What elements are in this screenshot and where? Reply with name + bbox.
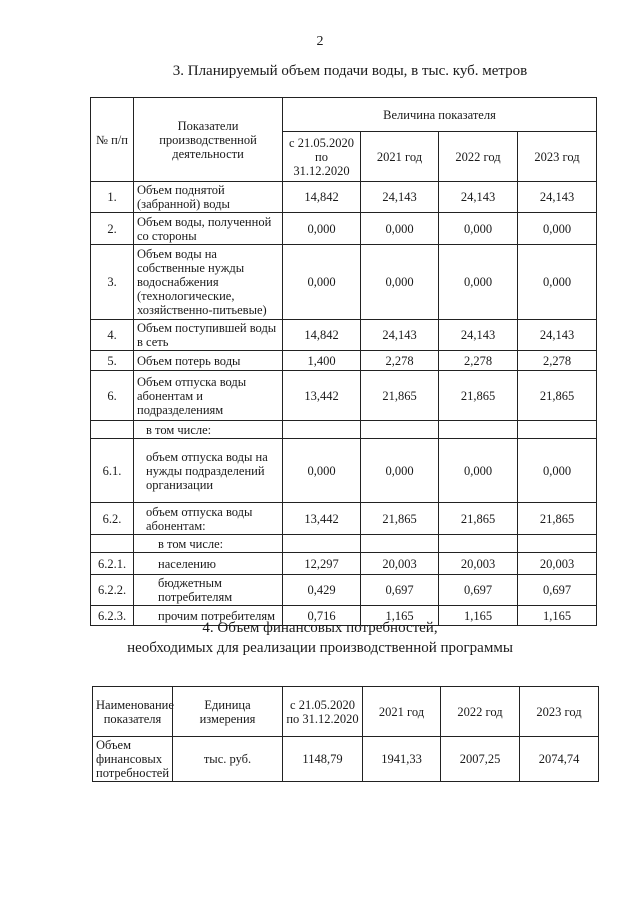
table-row <box>93 737 599 782</box>
section4-title <box>0 618 640 658</box>
row-value: 1,400 <box>283 351 361 371</box>
table-row <box>91 245 597 320</box>
row-value: 24,143 <box>361 182 439 213</box>
row-num: 2. <box>91 213 134 245</box>
row-value: 0,697 <box>518 575 597 606</box>
row-value: 21,865 <box>518 503 597 535</box>
row-value: 13,442 <box>283 371 361 421</box>
header-magnitude: Величина показателя <box>283 98 597 132</box>
row-value: 1148,79 <box>283 737 363 782</box>
row-name: объем отпуска воды абонентам: <box>134 503 283 535</box>
row-name: Объем финансовых потребностей <box>93 737 173 782</box>
row-name: Объем отпуска воды абонентам и подразделениям <box>134 371 283 421</box>
row-value: 0,000 <box>439 213 518 245</box>
row-num: 6.2. <box>91 503 134 535</box>
row-value: 0,000 <box>439 439 518 503</box>
row-value: 20,003 <box>361 553 439 575</box>
header-period: 2021 год <box>363 687 441 737</box>
header-period: 2022 год <box>439 132 518 182</box>
row-num: 6.1. <box>91 439 134 503</box>
row-value: 24,143 <box>439 320 518 351</box>
row-num <box>91 535 134 553</box>
header-num: № п/п <box>91 98 134 182</box>
row-value: 0,697 <box>361 575 439 606</box>
water-supply-table <box>90 97 597 626</box>
row-value <box>439 535 518 553</box>
row-value: 2,278 <box>518 351 597 371</box>
row-value: 24,143 <box>518 320 597 351</box>
row-value: 0,000 <box>283 213 361 245</box>
page-number: 2 <box>316 34 324 49</box>
table-row <box>91 535 597 553</box>
row-value: 24,143 <box>518 182 597 213</box>
row-value: 21,865 <box>518 371 597 421</box>
row-name: прочим потребителям <box>134 606 283 626</box>
row-num: 6.2.3. <box>91 606 134 626</box>
header-period: с 21.05.2020 по 31.12.2020 <box>283 687 363 737</box>
row-value <box>361 421 439 439</box>
row-name: Объем воды на собственные нужды водоснабжения (технологические, хозяйственно-питьевые) <box>134 245 283 320</box>
section4-title-line1: 4. Объем финансовых потребностей, <box>202 620 438 636</box>
row-name: Объем воды, полученной со стороны <box>134 213 283 245</box>
table-row <box>91 351 597 371</box>
table-row <box>91 503 597 535</box>
table-row <box>91 182 597 213</box>
row-value: 0,000 <box>439 245 518 320</box>
row-value: 24,143 <box>361 320 439 351</box>
row-value <box>439 421 518 439</box>
table-row <box>91 213 597 245</box>
header-period: 2023 год <box>520 687 599 737</box>
row-value: 21,865 <box>361 371 439 421</box>
row-value: 21,865 <box>361 503 439 535</box>
table-row <box>91 575 597 606</box>
row-value: 2,278 <box>439 351 518 371</box>
row-value: 0,000 <box>283 245 361 320</box>
row-value: 0,000 <box>518 245 597 320</box>
row-value <box>361 535 439 553</box>
header-unit: Единица измерения <box>173 687 283 737</box>
financial-needs-table <box>92 686 599 782</box>
row-num: 6.2.2. <box>91 575 134 606</box>
row-value: 21,865 <box>439 503 518 535</box>
row-value: 21,865 <box>439 371 518 421</box>
section3-title: 3. Планируемый объем подачи воды, в тыс. куб. метров <box>172 63 528 79</box>
row-value: 1,165 <box>439 606 518 626</box>
header-period: 2023 год <box>518 132 597 182</box>
row-name: в том числе: <box>134 535 283 553</box>
row-value: 0,000 <box>283 439 361 503</box>
row-num: 5. <box>91 351 134 371</box>
section4-title-line2: необходимых для реализации производственной программы <box>127 640 513 656</box>
row-num: 6.2.1. <box>91 553 134 575</box>
header-period: с 21.05.2020 по 31.12.2020 <box>283 132 361 182</box>
row-name: объем отпуска воды на нужды подразделений организации <box>134 439 283 503</box>
row-value: 2074,74 <box>520 737 599 782</box>
row-num: 4. <box>91 320 134 351</box>
row-name: населению <box>134 553 283 575</box>
row-value: 0,000 <box>361 245 439 320</box>
row-value: 0,697 <box>439 575 518 606</box>
row-num: 3. <box>91 245 134 320</box>
row-value: 1,165 <box>518 606 597 626</box>
row-unit: тыс. руб. <box>173 737 283 782</box>
row-value: 0,000 <box>361 439 439 503</box>
row-num <box>91 421 134 439</box>
header-indicators: Показатели производственной деятельности <box>134 98 283 182</box>
row-value: 1,165 <box>361 606 439 626</box>
row-value: 14,842 <box>283 320 361 351</box>
row-name: Объем поступившей воды в сеть <box>134 320 283 351</box>
row-value: 0,716 <box>283 606 361 626</box>
row-value <box>283 421 361 439</box>
row-num: 1. <box>91 182 134 213</box>
row-value: 0,000 <box>361 213 439 245</box>
row-value: 12,297 <box>283 553 361 575</box>
table-row <box>91 439 597 503</box>
table-row <box>91 371 597 421</box>
row-value: 2007,25 <box>441 737 520 782</box>
header-period: 2021 год <box>361 132 439 182</box>
row-name: бюджетным потребителям <box>134 575 283 606</box>
row-value: 0,000 <box>518 439 597 503</box>
row-value: 20,003 <box>518 553 597 575</box>
row-num: 6. <box>91 371 134 421</box>
row-name: Объем потерь воды <box>134 351 283 371</box>
table-row <box>91 421 597 439</box>
row-value: 13,442 <box>283 503 361 535</box>
header-name: Наименование показателя <box>93 687 173 737</box>
header-period: 2022 год <box>441 687 520 737</box>
row-value: 24,143 <box>439 182 518 213</box>
row-name: Объем поднятой (забранной) воды <box>134 182 283 213</box>
row-name: в том числе: <box>134 421 283 439</box>
row-value <box>518 535 597 553</box>
row-value: 0,429 <box>283 575 361 606</box>
row-value <box>518 421 597 439</box>
row-value: 1941,33 <box>363 737 441 782</box>
row-value: 2,278 <box>361 351 439 371</box>
row-value: 0,000 <box>518 213 597 245</box>
table-row <box>91 320 597 351</box>
row-value <box>283 535 361 553</box>
table-row <box>91 553 597 575</box>
row-value: 20,003 <box>439 553 518 575</box>
row-value: 14,842 <box>283 182 361 213</box>
